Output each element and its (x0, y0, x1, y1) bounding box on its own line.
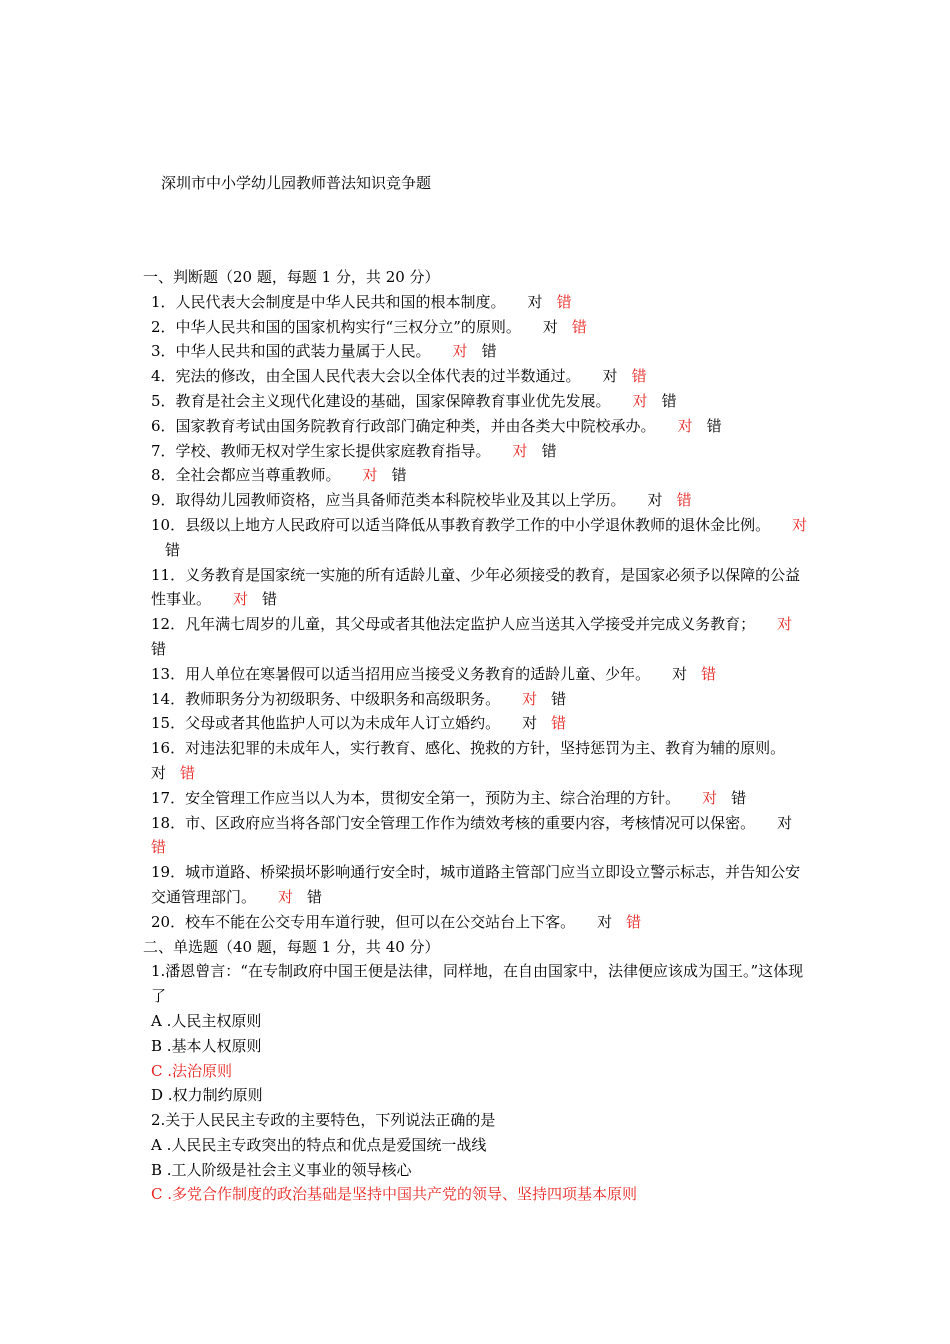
tf-true-option: 对 (278, 887, 294, 906)
document-body (143, 265, 811, 1207)
tf-true-option: 对 (362, 466, 378, 485)
mc-option: A .人民主权原则 (151, 1011, 262, 1030)
mc-option: C .法治原则 (151, 1061, 233, 1080)
tf-question (143, 339, 811, 364)
tf-false-option: 错 (481, 342, 497, 361)
mc-option: D .权力制约原则 (151, 1086, 263, 1105)
tf-false-option: 错 (631, 367, 647, 386)
mc-option: C .多党合作制度的政治基础是坚持中国共产党的领导、坚持四项基本原则 (151, 1185, 638, 1204)
tf-question-text: 19．城市道路、桥梁损坏影响通行安全时，城市道路主管部门应当立即设立警示标志，并告知公安交通管理部门。 (151, 863, 801, 906)
tf-question-text: 1．人民代表大会制度是中华人民共和国的根本制度。 (151, 292, 506, 311)
tf-question (143, 662, 811, 687)
section1-heading: 一、判断题（20 题，每题 1 分，共 20 分） (143, 268, 440, 286)
tf-false-option: 错 (151, 838, 167, 857)
tf-false-option: 错 (556, 292, 572, 311)
tf-false-option: 错 (151, 639, 167, 658)
tf-false-option: 错 (706, 416, 722, 435)
tf-question (143, 612, 811, 662)
tf-true-option: 对 (672, 664, 688, 683)
tf-question-text: 5．教育是社会主义现代化建设的基础，国家保障教育事业优先发展。 (151, 391, 611, 410)
tf-question (143, 414, 811, 439)
tf-false-option: 错 (731, 788, 747, 807)
tf-false-option: 错 (626, 912, 642, 931)
document-title: 深圳市中小学幼儿园教师普法知识竞争题 (161, 174, 432, 192)
tf-true-option: 对 (452, 342, 468, 361)
tf-question (143, 563, 811, 613)
tf-true-option: 对 (522, 689, 538, 708)
tf-question-text: 15．父母或者其他监护人可以为未成年人订立婚约。 (151, 714, 501, 733)
tf-question-text: 11．义务教育是国家统一实施的所有适龄儿童、少年必须接受的教育，是国家必须予以保障的公益性事业。 (151, 565, 801, 609)
tf-question-text: 10．县级以上地方人民政府可以适当降低从事教育教学工作的中小学退休教师的退休金比例。 (151, 515, 771, 534)
tf-true-option: 对 (792, 515, 808, 534)
tf-false-option: 错 (180, 763, 196, 782)
tf-true-option: 对 (597, 912, 613, 931)
tf-question-text: 14．教师职务分为初级职务、中级职务和高级职务。 (151, 689, 501, 708)
tf-question-text: 12．凡年满七周岁的儿童，其父母或者其他法定监护人应当送其入学接受并完成义务教育； (151, 615, 756, 634)
tf-question (143, 364, 811, 389)
true-false-list (143, 290, 811, 935)
section2-heading: 二、单选题（40 题，每题 1 分，共 40 分） (143, 937, 440, 956)
tf-true-option: 对 (702, 788, 718, 807)
tf-true-option: 对 (527, 292, 543, 311)
tf-true-option: 对 (233, 590, 249, 609)
tf-question-text: 6．国家教育考试由国务院教育行政部门确定种类，并由各类大中院校承办。 (151, 416, 656, 435)
tf-true-option: 对 (777, 813, 793, 832)
tf-question-text: 13．用人单位在寒暑假可以适当招用应当接受义务教育的适龄儿童、少年。 (151, 664, 651, 683)
tf-true-option: 对 (777, 615, 793, 634)
tf-false-option: 错 (165, 540, 181, 559)
tf-false-option: 错 (391, 466, 407, 485)
tf-false-option: 错 (262, 590, 278, 609)
tf-false-option: 错 (551, 689, 567, 708)
tf-question (143, 711, 811, 736)
tf-true-option: 对 (522, 714, 538, 733)
tf-false-option: 错 (307, 887, 323, 906)
tf-question (143, 786, 811, 811)
tf-true-option: 对 (632, 391, 648, 410)
tf-true-option: 对 (151, 763, 167, 782)
tf-question-text: 3．中华人民共和国的武装力量属于人民。 (151, 342, 431, 361)
tf-question (143, 736, 811, 786)
tf-question-text: 2．中华人民共和国的国家机构实行“三权分立”的原则。 (151, 317, 521, 336)
tf-true-option: 对 (512, 441, 528, 460)
tf-false-option: 错 (661, 391, 677, 410)
tf-question-text: 7．学校、教师无权对学生家长提供家庭教育指导。 (151, 441, 491, 460)
tf-question (143, 910, 811, 935)
tf-question-text: 18．市、区政府应当将各部门安全管理工作作为绩效考核的重要内容，考核情况可以保密。 (151, 813, 756, 832)
tf-question (143, 687, 811, 712)
tf-question (143, 860, 811, 910)
tf-question-text: 17．安全管理工作应当以人为本，贯彻安全第一，预防为主、综合治理的方针。 (151, 788, 681, 807)
tf-question (143, 811, 811, 861)
tf-question (143, 463, 811, 488)
tf-true-option: 对 (602, 367, 618, 386)
tf-question (143, 389, 811, 414)
mc-option: B .工人阶级是社会主义事业的领导核心 (151, 1160, 412, 1179)
tf-false-option: 错 (676, 491, 692, 510)
tf-question-text: 20．校车不能在公交专用车道行驶，但可以在公交站台上下客。 (151, 912, 576, 931)
tf-question (143, 315, 811, 340)
tf-question-text: 9．取得幼儿园教师资格，应当具备师范类本科院校毕业及其以上学历。 (151, 491, 626, 510)
mc-question-stem: 2.关于人民民主专政的主要特色，下列说法正确的是 (151, 1111, 496, 1130)
tf-question (143, 488, 811, 513)
tf-false-option: 错 (701, 664, 717, 683)
single-choice-list (143, 959, 811, 1207)
tf-false-option: 错 (571, 317, 587, 336)
tf-false-option: 错 (541, 441, 557, 460)
tf-question-text: 16．对违法犯罪的未成年人，实行教育、感化、挽救的方针，坚持惩罚为主、教育为辅的原则。 (151, 739, 786, 758)
tf-true-option: 对 (542, 317, 558, 336)
tf-true-option: 对 (677, 416, 693, 435)
tf-question-text: 4．宪法的修改，由全国人民代表大会以全体代表的过半数通过。 (151, 367, 581, 386)
tf-question (143, 439, 811, 464)
tf-question (143, 513, 811, 563)
mc-question-stem: 1.潘恩曾言：“在专制政府中国王便是法律，同样地，在自由国家中，法律便应该成为国王。”这体现了 (151, 962, 804, 1006)
mc-option: A .人民民主专政突出的特点和优点是爱国统一战线 (151, 1135, 487, 1154)
mc-option: B .基本人权原则 (151, 1036, 262, 1055)
tf-true-option: 对 (647, 491, 663, 510)
tf-false-option: 错 (551, 714, 567, 733)
tf-question-text: 8．全社会都应当尊重教师。 (151, 466, 341, 485)
tf-question (143, 290, 811, 315)
